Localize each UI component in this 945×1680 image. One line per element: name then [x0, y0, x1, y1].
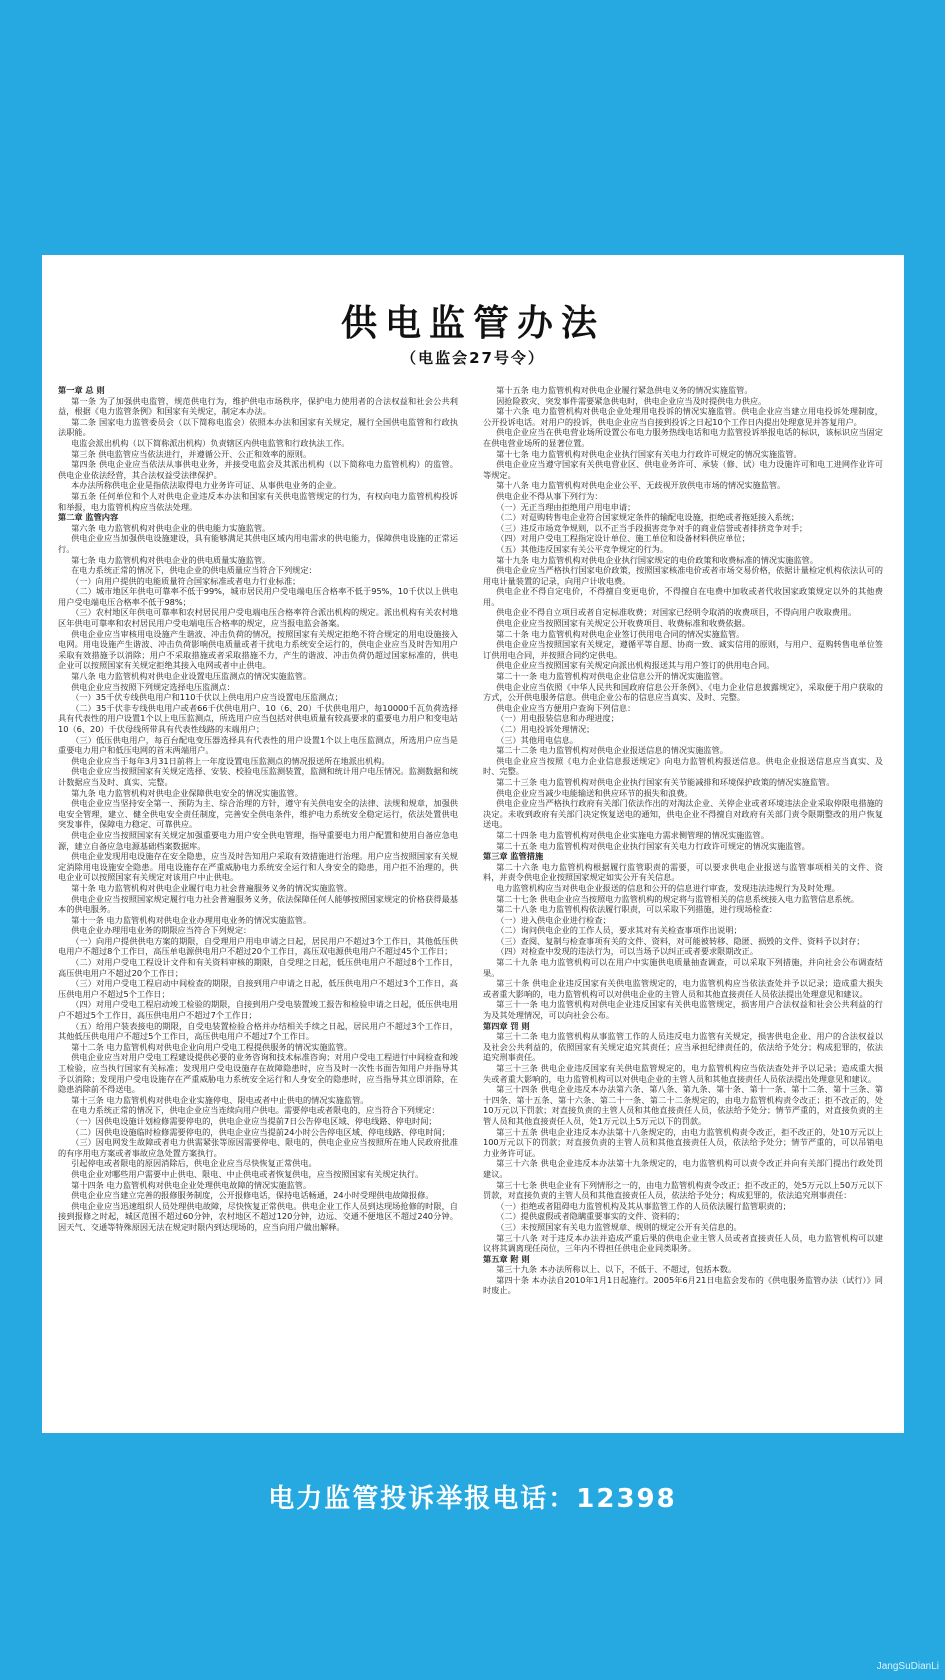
article-paragraph: 供电企业不得自定电价，不得擅自变更电价，不得擅自在电费中加收或者代收国家政策规定以外的其他费用。: [483, 586, 883, 607]
article-paragraph: 供电企业不得自立项目或者自定标准收费；对国家已经明令取消的收费项目，不得向用户收取费用。: [496, 607, 857, 618]
article-paragraph: 第二十条 电力监管机构对供电企业签订供用电合同的情况实施监管。: [496, 628, 745, 639]
right-text-column: [483, 385, 883, 1415]
article-paragraph: 第十四条 电力监管机构对供电企业处理供电故障的情况实施监管。: [71, 1179, 312, 1190]
article-paragraph: 电力监管机构应当对供电企业报送的信息和公开的信息进行审查，发现违法违规行为及时处理。: [496, 882, 840, 893]
article-paragraph: 第二十一条 电力监管机构对供电企业信息公开的情况实施监管。: [496, 671, 728, 682]
article-paragraph: （三）查阅、复制与检查事项有关的文件、资料，对可能被转移、隐匿、损毁的文件、资料予以封存；: [496, 935, 865, 946]
article-paragraph: （四）对检查中发现的违法行为，可以当场予以纠正或者要求限期改正。: [496, 946, 759, 957]
article-paragraph: 供电企业应当于每年3月31日前将上一年度设置电压监测点的情况报送所在地派出机构。: [71, 755, 390, 766]
chapter-heading: 第四章 罚 则: [483, 1020, 530, 1031]
article-paragraph: 供电企业办理用电业务的期限应当符合下列规定：: [71, 925, 252, 936]
document-subtitle: （电监会27号令）: [401, 349, 545, 367]
article-paragraph: 供电企业应当按照下列规定选择电压监测点：: [71, 681, 235, 692]
article-paragraph: 供电企业应当按照《电力企业信息报送规定》向电力监管机构报送信息。供电企业报送信息应当真实、及时、完整。: [483, 755, 883, 777]
article-paragraph: 第二十九条 电力监管机构可以在用户中实施供电质量抽查调查，可以采取下列措施，并向社会公布调查结果。: [483, 957, 883, 978]
article-paragraph: （一）35千伏专线供电用户和110千伏以上供电用户应当设置电压监测点；: [71, 692, 343, 703]
article-paragraph: 第三十一条 电力监管机构对供电企业违反国家有关供电监管规定，损害用户合法权益和社会公共利益的行为及其处理情况，可以向社会公布。: [483, 999, 883, 1021]
article-paragraph: （三）违反市场竞争规则，以不正当手段损害竞争对手的商业信誉或者排挤竞争对手；: [496, 522, 808, 533]
article-paragraph: （三）农村地区年供电可靠率和农村居民用户受电端电压合格率符合派出机构的规定。派出机构有关农村地区年供电可靠率和农村居民用户受电端电压合格率的规定，应当报电监会备案。: [58, 607, 458, 629]
watermark: JangSuDianLi: [876, 1661, 939, 1672]
article-paragraph: （五）其他违反国家有关公平竞争规定的行为。: [496, 543, 669, 554]
article-paragraph: （三）未按照国家有关电力监管规章、规则的规定公开有关信息的。: [496, 1221, 742, 1232]
article-paragraph: 第三十条 供电企业违反国家有关供电监管规定的，电力监管机构应当依法查处并予以记录；造成重大损失或者重大影响的，电力监管机构可以对供电企业的主管人员和其他直接责任人员依法提出处理意见和建议。: [483, 978, 883, 999]
article-paragraph: 供电企业应当按照国家有关规定加强重要电力用户安全供电管理，指导重要电力用户配置和使用自备应急电源，建立自备应急电源基础档案数据库。: [58, 829, 458, 851]
article-paragraph: 第二条 国家电力监管委员会（以下简称电监会）依照本办法和国家有关规定，履行全国供电监管和行政执法职能。: [58, 416, 458, 438]
article-paragraph: 供电企业应当按照国家有关规定，遵循平等自愿、协商一致、诚实信用的原则，与用户、趸购转售电单位签订供用电合同，并按照合同约定供电。: [483, 639, 883, 660]
article-paragraph: 供电企业应当在供电营业场所设置公布电力服务热线电话和电力监管投诉举报电话的标识，该标识应当固定在供电营业场所的显著位置。: [483, 427, 883, 448]
article-paragraph: 供电企业应当按照国家有关规定向派出机构报送其与用户签订的供用电合同。: [496, 660, 775, 671]
article-paragraph: 供电企业应当按照国家有关规定选择、安装、校验电压监测装置，监测和统计用户电压情况。监测数据和统计数据应当及时、真实、完整。: [58, 766, 458, 787]
article-paragraph: 供电企业应当建立完善的报修服务制度，公开报修电话，保持电话畅通，24小时受理供电故障报修。: [71, 1190, 434, 1201]
article-paragraph: 供电企业不得从事下列行为：: [496, 490, 603, 501]
article-paragraph: （一）进入供电企业进行检查；: [496, 914, 611, 925]
article-paragraph: 第二十四条 电力监管机构对供电企业实施电力需求侧管理的情况实施监管。: [496, 829, 769, 840]
article-paragraph: 供电企业应当严格执行国家电价政策，按照国家核准电价或者市场交易价格，依据计量检定机构依法认可的用电计量装置的记录，向用户计收电费。: [483, 565, 883, 586]
article-paragraph: 第三十七条 供电企业有下列情形之一的，由电力监管机构责令改正；拒不改正的，处5万元以上50万元以下罚款，对直接负责的主管人员和其他直接责任人员，依法给予处分；构成犯罪的，依法追究刑事责任：: [483, 1179, 883, 1201]
chapter-heading: 第二章 监管内容: [58, 512, 119, 523]
article-paragraph: （一）向用户提供供电方案的期限，自受理用户用电申请之日起，居民用户不超过3个工作日，其他低压供电用户不超过8个工作日，高压单电源供电用户不超过20个工作日，高压双电源供电用户不超过45个工作日；: [58, 935, 458, 957]
article-paragraph: （一）无正当理由拒绝用户用电申请；: [496, 501, 636, 512]
article-paragraph: 电监会派出机构（以下简称派出机构）负责辖区内供电监管和行政执法工作。: [71, 437, 350, 448]
article-paragraph: （四）对用户受电工程指定设计单位、施工单位和设备材料供应单位；: [496, 533, 750, 544]
article-paragraph: 在电力系统正常的情况下，供电企业应当连续向用户供电。需要停电或者限电的，应当符合下列规定：: [71, 1105, 440, 1116]
article-paragraph: （二）因供电设施临时检修需要停电的，供电企业应当提前24小时公告停电区域、停电线路、停电时间；: [71, 1126, 450, 1137]
article-paragraph: 第十七条 电力监管机构对供电企业执行国家有关电力行政许可规定的情况实施监管。: [496, 448, 802, 459]
article-paragraph: 第三条 供电监管应当依法进行，并遵循公开、公正和效率的原则。: [71, 448, 312, 459]
article-paragraph: 供电企业应当按照国家有关规定公开收费项目、收费标准和收费依据。: [496, 618, 750, 629]
chapter-heading: 第三章 监管措施: [483, 851, 544, 862]
article-paragraph: （二）询问供电企业的工作人员，要求其对有关检查事项作出说明；: [496, 925, 742, 936]
article-paragraph: （二）提供虚假或者隐瞒重要事实的文件、资料的；: [496, 1211, 685, 1222]
article-paragraph: （三）因电网发生故障或者电力供需紧张等原因需要停电、限电的，供电企业应当按照所在地人民政府批准的有序用电方案或者事故应急处置方案执行。: [58, 1137, 458, 1158]
article-paragraph: 第二十二条 电力监管机构对供电企业报送信息的情况实施监管。: [496, 745, 728, 756]
article-paragraph: 供电企业应当对用户受电工程建设提供必要的业务咨询和技术标准咨询；对用户受电工程进行中间检查和竣工检验，应当执行国家有关标准；发现用户受电设施存在故障隐患时，应当及时一次性书面告知用户并指导其予以消除；发现用户受电设施存在严重威胁电力系统安全运行和人身安全的隐患时，应当指导其立即消除，在隐患消除前不得送电。: [58, 1052, 458, 1095]
article-paragraph: 供电企业应当依照《中华人民共和国政府信息公开条例》、《电力企业信息披露规定》，采取便于用户获取的方式，公开供电服务信息。供电企业公布的信息应当真实、及时、完整。: [483, 681, 883, 703]
article-paragraph: （二）对用户受电工程设计文件和有关资料审核的期限，自受理之日起，低压供电用户不超过8个工作日，高压供电用户不超过20个工作日；: [58, 957, 458, 978]
article-paragraph: 第四条 供电企业应当依法从事供电业务，并接受电监会及其派出机构（以下简称电力监管机构）的监管。供电企业依法经营，其合法权益受法律保护。: [58, 459, 458, 480]
article-paragraph: 供电企业应当减少电能输送和供应环节的损失和浪费。: [496, 787, 693, 798]
article-paragraph: 第七条 电力监管机构对供电企业的供电质量实施监管。: [71, 554, 271, 565]
article-paragraph: 第十一条 电力监管机构对供电企业办理用电业务的情况实施监管。: [71, 914, 312, 925]
article-paragraph: （四）对用户受电工程启动竣工检验的期限，自接到用户受电装置竣工报告和检验申请之日起，低压供电用户不超过5个工作日，高压供电用户不超过7个工作日；: [58, 999, 458, 1021]
article-paragraph: 第六条 电力监管机构对供电企业的供电能力实施监管。: [71, 522, 271, 533]
article-paragraph: 供电企业应当严格执行政府有关部门依法作出的对淘汰企业、关停企业或者环境违法企业采取停限电措施的决定。未收到政府有关部门决定恢复送电的通知，供电企业不得擅自对政府有关部门责令限期整改的用户恢复送电。: [483, 798, 883, 830]
article-paragraph: 供电企业应当方便用户查询下列信息：: [496, 702, 636, 713]
article-paragraph: （一）用电报装信息和办理进度；: [496, 713, 619, 724]
poster-top-band: [0, 0, 945, 255]
article-paragraph: 本办法所称供电企业是指依法取得电力业务许可证、从事供电业务的企业。: [71, 480, 342, 491]
article-paragraph: 供电企业对哪些用户需要中止供电、限电、中止供电或者恢复供电，应当按照国家有关规定执行。: [71, 1168, 424, 1179]
article-paragraph: （一）向用户提供的电能质量符合国家标准或者电力行业标准；: [71, 575, 301, 586]
article-paragraph: 供电企业应当加强供电设施建设，具有能够满足其供电区域内用电需求的供电能力，保障供电设施的正常运行。: [58, 533, 458, 554]
article-paragraph: （五）给用户装表接电的期限，自受电装置检验合格并办结相关手续之日起，居民用户不超过3个工作日，其他低压供电用户不超过5个工作日，高压供电用户不超过7个工作日。: [58, 1020, 458, 1042]
article-paragraph: 第二十六条 电力监管机构根据履行监管职责的需要，可以要求供电企业报送与监管事项相关的文件、资料，并责令供电企业按照国家规定如实公开有关信息。: [483, 861, 883, 883]
article-paragraph: （二）用电投诉处理情况；: [496, 724, 595, 734]
article-paragraph: 第三十二条 电力监管机构从事监管工作的人员违反电力监管有关规定，损害供电企业、用户的合法权益以及社会公共利益的，依照国家有关规定追究其责任；应当承担纪律责任的，依法给予处分；构成犯罪的，依法追究刑事责任。: [483, 1031, 883, 1063]
article-paragraph: 供电企业应当按照国家规定履行电力社会普遍服务义务，依法保障任何人能够按照国家规定的价格获得最基本的供电服务。: [58, 893, 458, 915]
article-paragraph: 第三十四条 供电企业违反本办法第六条、第八条、第九条、第十条、第十一条、第十二条、第十三条、第十四条、第十五条、第十六条、第二十一条、第二十二条规定的，由电力监管机构责令改正；拒不改正的，处10万元以下罚款；对直接负责的主管人员和其他直接责任人员，依法给予处分；情节严重的，对直接负责的主管人员和其他直接责任人员，处1万元以上5万元以下的罚款。: [483, 1084, 883, 1126]
article-paragraph: 第二十八条 电力监管机构依法履行职责，可以采取下列措施，进行现场检查：: [496, 904, 778, 915]
article-paragraph: 因抢险救灾、突发事件需要紧急供电时，供电企业应当及时提供电力供应。: [496, 395, 767, 406]
chapter-heading: 第一章 总 则: [58, 385, 105, 395]
article-paragraph: 第十二条 电力监管机构对供电企业向用户受电工程提供服务的情况实施监管。: [71, 1041, 353, 1052]
article-paragraph: 第十八条 电力监管机构对供电企业公平、无歧视开放供电市场的情况实施监管。: [496, 480, 786, 491]
article-paragraph: （二）对趸购转售电企业符合国家规定条件的输配电设施，拒绝或者拖延接入系统；: [496, 512, 800, 523]
article-paragraph: 第十三条 电力监管机构对供电企业实施停电、限电或者中止供电的情况实施监管。: [71, 1094, 369, 1105]
article-paragraph: 供电企业发现用电设施存在安全隐患，应当及时告知用户采取有效措施进行治理。用户应当按照国家有关规定消除用电设施安全隐患。用电设施存在严重威胁电力系统安全运行和人身安全的隐患，用户拒不治理的，供电企业可以按照国家有关规定对该用户中止供电。: [58, 851, 458, 883]
article-paragraph: 第十五条 电力监管机构对供电企业履行紧急供电义务的情况实施监管。: [496, 385, 753, 395]
document-panel: [42, 255, 904, 1433]
article-paragraph: 供电企业应当审核用电设施产生谐波、冲击负荷的情况，按照国家有关规定拒绝不符合规定的用电设施接入电网。用电设施产生谐波、冲击负荷影响供电质量或者干扰电力系统安全运行的，供电企业应当及时告知用户采取有效措施予以消除；用户不采取措施或者采取措施不力，产生的谐波、冲击负荷仍超过国家标准的，供电企业可以按照国家有关规定拒绝其接入电网或者中止供电。: [58, 628, 458, 671]
article-paragraph: 第三十八条 对于违反本办法并造成严重后果的供电企业主管人员或者直接责任人员，电力监管机构可以建议将其调离现任岗位，三年内不得担任供电企业同类职务。: [483, 1232, 883, 1254]
article-paragraph: 第五条 任何单位和个人对供电企业违反本办法和国家有关供电监管规定的行为，有权向电力监管机构投诉和举报，电力监管机构应当依法处理。: [58, 490, 458, 512]
complaint-hotline: 电力监管投诉举报电话：12398: [268, 1484, 677, 1514]
article-paragraph: 供电企业应当迅速组织人员处理供电故障，尽快恢复正常供电。供电企业工作人员到达现场抢修的时限，自接到报修之时起，城区范围不超过60分钟，农村地区不超过120分钟，边远、交通不便地区不超过240分钟。因天气、交通等特殊原因无法在规定时限内到达现场的，应当向用户做出解释。: [58, 1200, 458, 1232]
article-paragraph: （二）35千伏非专线供电用户或者66千伏供电用户、10（6、20）千伏供电用户，每10000千瓦负荷选择具有代表性的用户设置1个以上电压监测点，所选用户应当包括对供电质量有较高要求的重要电力用户和变电站10（6、20）千伏母线所带具有代表性线路的末端用户；: [58, 702, 458, 734]
article-paragraph: （一）因供电设施计划检修需要停电的，供电企业应当提前7日公告停电区域、停电线路、停电时间；: [71, 1115, 437, 1126]
article-paragraph: （三）低压供电用户，每百台配电变压器选择具有代表性的用户设置1个以上电压监测点，所选用户应当是重要电力用户和低压电网的首末两端用户。: [58, 734, 458, 756]
article-paragraph: 第八条 电力监管机构对供电企业设置电压监测点的情况实施监管。: [71, 671, 312, 682]
article-paragraph: 在电力系统正常的情况下，供电企业的供电质量应当符合下列规定：: [71, 565, 317, 576]
article-paragraph: 第十条 电力监管机构对供电企业履行电力社会普遍服务义务的情况实施监管。: [71, 882, 353, 893]
article-paragraph: 第二十七条 供电企业应当按照电力监管机构的规定将与监管相关的信息系统接入电力监管信息系统。: [496, 893, 859, 904]
article-paragraph: 第四十条 本办法自2010年1月1日起施行。2005年6月21日电监会发布的《供电服务监管办法（试行）》同时废止。: [483, 1274, 883, 1296]
article-paragraph: 第十六条 电力监管机构对供电企业处理用电投诉的情况实施监管。供电企业应当建立用电投诉处理制度，公开投诉电话。对用户的投诉，供电企业应当自接到投诉之日起10个工作日内提出处理意见并答复用户。: [483, 406, 883, 427]
article-paragraph: 第十九条 电力监管机构对供电企业执行国家规定的电价政策和收费标准的情况实施监管。: [496, 554, 819, 565]
chapter-heading: 第五章 附 则: [483, 1253, 530, 1264]
article-paragraph: 第二十五条 电力监管机构对供电企业执行国家有关电力行政许可规定的情况实施监管。: [496, 840, 810, 851]
article-paragraph: 第三十九条 本办法所称以上、以下，不低于、不超过，包括本数。: [496, 1264, 737, 1275]
document-title: 供电监管办法: [340, 303, 605, 344]
article-paragraph: （三）其他用电信息。: [496, 734, 578, 745]
article-paragraph: 第三十六条 供电企业违反本办法第十九条规定的，电力监管机构可以责令改正并向有关部门提出行政处罚建议。: [483, 1158, 883, 1179]
article-paragraph: 引起停电或者限电的原因消除后，供电企业应当尽快恢复正常供电。: [71, 1158, 317, 1169]
article-paragraph: （一）拒绝或者阻碍电力监管机构及其从事监管工作的人员依法履行监管职责的；: [496, 1200, 791, 1211]
article-paragraph: （二）城市地区年供电可靠率不低于99%，城市居民用户受电端电压合格率不低于95%，10千伏以上供电用户受电端电压合格率不低于98%；: [58, 586, 458, 607]
article-paragraph: 第九条 电力监管机构对供电企业保障供电安全的情况实施监管。: [71, 787, 303, 798]
article-paragraph: 第二十三条 电力监管机构对供电企业执行国家有关节能减排和环境保护政策的情况实施监管。: [496, 776, 835, 787]
article-paragraph: 第三十五条 供电企业违反本办法第十八条规定的，由电力监管机构责令改正，拒不改正的，处10万元以上100万元以下的罚款；对直接负责的主管人员和其他直接责任人员，依法给予处分；情节严重的，可以吊销电力业务许可证。: [483, 1126, 883, 1158]
article-paragraph: 第三十三条 供电企业违反国家有关供电监管规定的，电力监管机构应当依法查处并予以记录；造成重大损失或者重大影响的，电力监管机构可以对供电企业的主管人员和其他直接责任人员依法提出处理意见和建议。: [483, 1063, 883, 1084]
left-text-column: [58, 385, 458, 1415]
article-paragraph: 第一条 为了加强供电监管，规范供电行为，维护供电市场秩序，保护电力使用者的合法权益和社会公共利益，根据《电力监管条例》和国家有关规定，制定本办法。: [58, 395, 458, 417]
article-paragraph: 供电企业应当遵守国家有关供电营业区、供电业务许可、承装（修、试）电力设施许可和电工进网作业许可等规定。: [483, 459, 883, 480]
article-paragraph: 供电企业应当坚持安全第一、预防为主、综合治理的方针，遵守有关供电安全的法律、法规和规章，加强供电安全管理，建立、健全供电安全责任制度，完善安全供电条件，维护电力系统安全稳定运行，依法处置供电突发事件，保障电力稳定、可靠供应。: [58, 798, 458, 830]
article-paragraph: （三）对用户受电工程启动中间检查的期限，自接到用户申请之日起，低压供电用户不超过3个工作日，高压供电用户不超过5个工作日；: [58, 978, 458, 999]
